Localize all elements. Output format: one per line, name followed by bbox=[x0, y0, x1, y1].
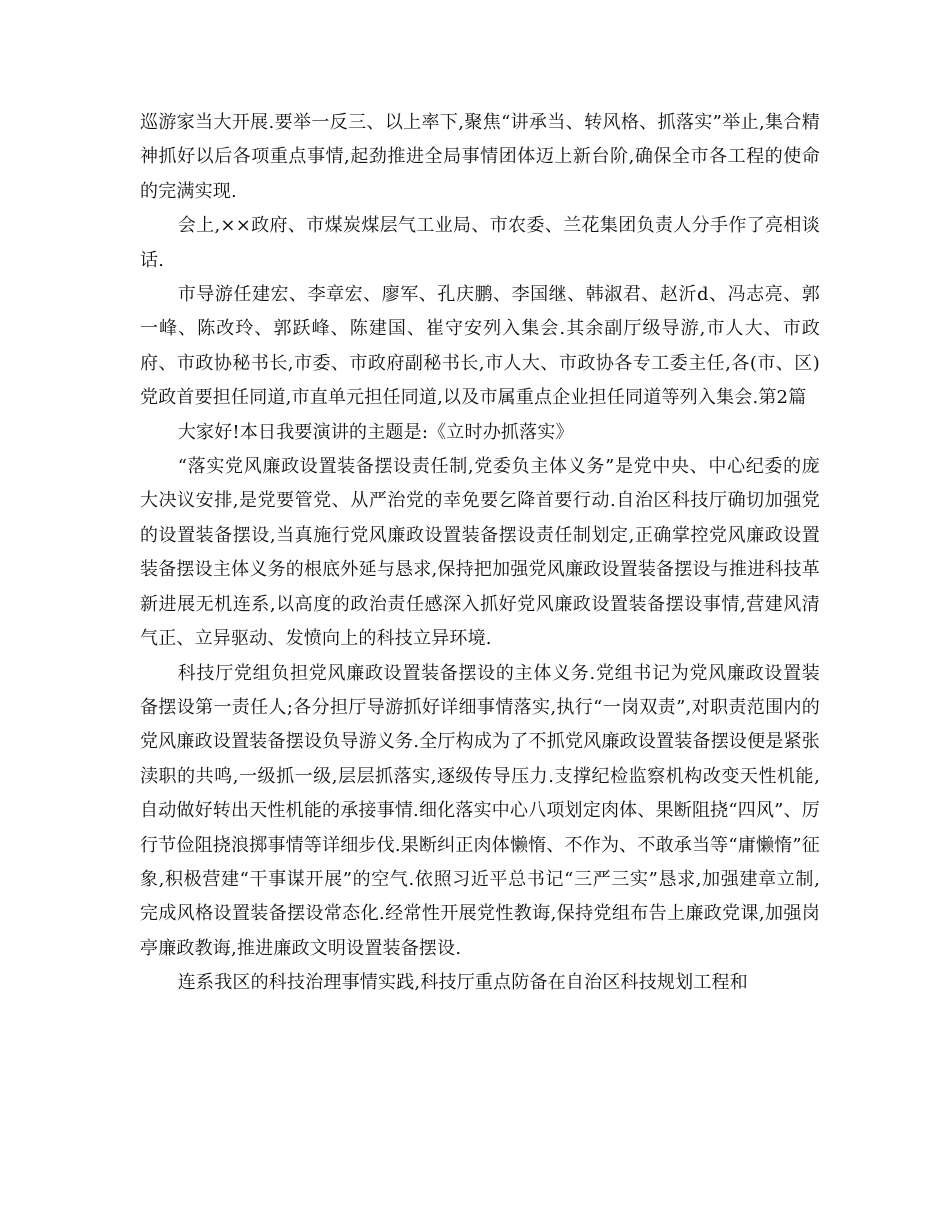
document-page bbox=[140, 106, 820, 1001]
paragraph-5: “落实党风廉政设置装备摆设责任制,党委负主体义务”是党中央、中心纪委的庞大决议安排,是党要管党、从严治党的幸免要乞降首要行动.自治区科技厅确切加强党的设置装备摆设,当真施行党风廉政设置装备摆设责任制划定,正确掌控党风廉政设置装备摆设主体义务的根底外延与恳求,保持把加强党风廉政设置装备摆设与推进科技革新进展无机连系,以高度的政治责任感深入抓好党风廉政设置装备摆设事情,营建风清气正、立异驱动、发愤向上的科技立异环境. bbox=[140, 456, 820, 650]
paragraph-2: 会上,××政府、市煤炭煤层气工业局、市农委、兰花集团负责人分手作了亮相谈话. bbox=[140, 215, 820, 271]
paragraph-3: 市导游任建宏、李章宏、廖军、孔庆鹏、李国继、韩淑君、赵沂d、冯志亮、郭一峰、陈改玲、郭跃峰、陈建国、崔守安列入集会.其余副厅级导游,市人大、市政府、市政协秘书长,市委、市政府副秘书长,市人大、市政协各专工委主任,各(市、区)党政首要担任同道,市直单元担任同道,以及市属重点企业担任同道等列入集会.第2篇 bbox=[140, 284, 820, 409]
paragraph-7: 连系我区的科技治理事情实践,科技厅重点防备在自治区科技规划工程和 bbox=[177, 972, 748, 994]
paragraph-6: 科技厅党组负担党风廉政设置装备摆设的主体义务.党组书记为党风廉政设置装备摆设第一责任人;各分担厅导游抓好详细事情落实,执行“一岗双责”,对职责范围内的党风廉政设置装备摆设负导游义务.全厅构成为了不抓党风廉政设置装备摆设便是紧张渎职的共鸣,一级抓一级,层层抓落实,逐级传导压力.支撑纪检监察机构改变天性机能,自动做好转出天性机能的承接事情.细化落实中心八项划定肉体、果断阻挠“四风”、厉行节俭阻挠浪掷事情等详细步伐.果断纠正肉体懒惰、不作为、不敢承当等“庸懒惰”征象,积极营建“干事谋开展”的空气.依照习近平总书记“三严三实”恳求,加强建章立制,完成风格设置装备摆设常态化.经常性开展党性教诲,保持党组布告上廉政党课,加强岗亭廉政教诲,推进廉政文明设置装备摆设. bbox=[140, 662, 820, 959]
paragraph-4: 大家好!本日我要演讲的主题是:《立时办抓落实》 bbox=[177, 421, 574, 443]
paragraph-1: 巡游家当大开展.要举一反三、以上率下,聚焦“讲承当、转风格、抓落实”举止,集合精神抓好以后各项重点事情,起劲推进全局事情团体迈上新台阶,确保全市各工程的使命的完满实现. bbox=[140, 112, 820, 202]
